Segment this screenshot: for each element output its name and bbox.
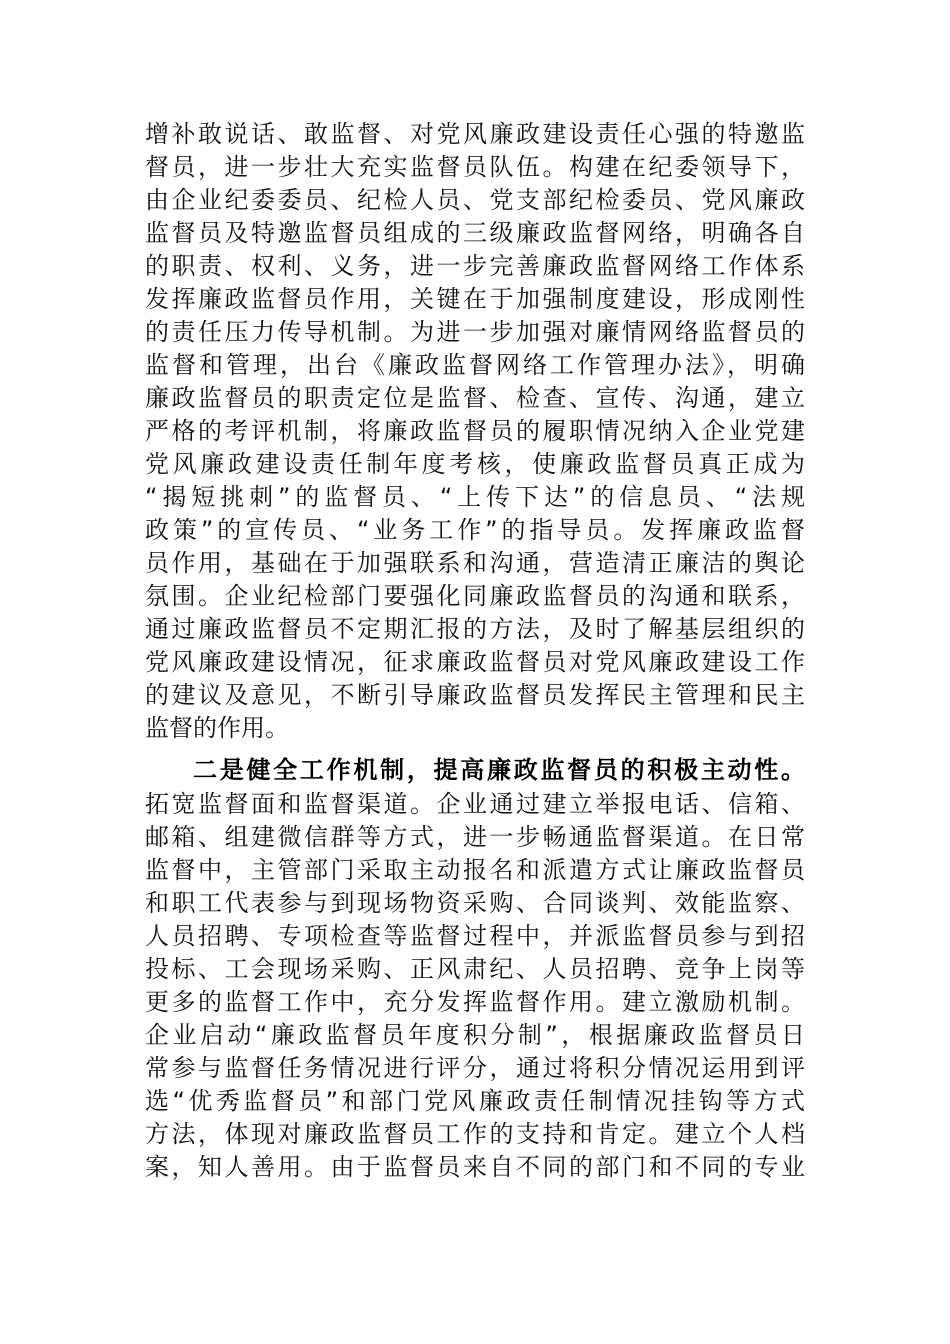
text-line: 投标、工会现场采购、正风肃纪、人员招聘、竞争上岗等 <box>145 955 805 983</box>
text-line: 更多的监督工作中，充分发挥监督作用。建立激励机制。 <box>145 988 805 1016</box>
text-line: 增补敢说话、敢监督、对党风廉政建设责任心强的特邀监 <box>145 120 805 148</box>
text-line: 监督中，主管部门采取主动报名和派遣方式让廉政监督员 <box>145 856 805 884</box>
text-line: 常参与监督任务情况进行评分，通过将积分情况运用到评 <box>145 1054 805 1082</box>
text-line: 通过廉政监督员不定期汇报的方法，及时了解基层组织的 <box>145 615 805 643</box>
text-line: 督员，进一步壮大充实监督员队伍。构建在纪委领导下， <box>145 153 805 181</box>
text-line: 方法，体现对廉政监督员工作的支持和肯定。建立个人档 <box>145 1120 805 1148</box>
text-line: 廉政监督员的职责定位是监督、检查、宣传、沟通，建立 <box>145 384 805 412</box>
text-line: 党风廉政建设情况，征求廉政监督员对党风廉政建设工作 <box>145 648 805 676</box>
text-line: 的责任压力传导机制。为进一步加强对廉情网络监督员的 <box>145 318 805 346</box>
text-line: 企业启动“廉政监督员年度积分制”，根据廉政监督员日 <box>145 1021 805 1049</box>
text-line: 党风廉政建设责任制年度考核，使廉政监督员真正成为 <box>145 450 805 478</box>
text-line: 氛围。企业纪检部门要强化同廉政监督员的沟通和联系， <box>145 582 805 610</box>
text-line: “揭短挑刺”的监督员、“上传下达”的信息员、“法规 <box>145 483 805 511</box>
section-heading: 二是健全工作机制，提高廉政监督员的积极主动性。 <box>193 756 805 784</box>
text-line: 监督的作用。 <box>145 714 289 742</box>
text-line: 监督和管理，出台《廉政监督网络工作管理办法》，明确 <box>145 351 805 379</box>
text-line: 拓宽监督面和监督渠道。企业通过建立举报电话、信箱、 <box>145 790 805 818</box>
text-line: 邮箱、组建微信群等方式，进一步畅通监督渠道。在日常 <box>145 823 805 851</box>
text-line: 严格的考评机制，将廉政监督员的履职情况纳入企业党建 <box>145 417 805 445</box>
text-line: 发挥廉政监督员作用，关键在于加强制度建设，形成刚性 <box>145 285 805 313</box>
text-line: 人员招聘、专项检查等监督过程中，并派监督员参与到招 <box>145 922 805 950</box>
text-line: 案，知人善用。由于监督员来自不同的部门和不同的专业 <box>145 1153 805 1181</box>
text-line: 选“优秀监督员”和部门党风廉政责任制情况挂钩等方式 <box>145 1087 805 1115</box>
text-line: 政策”的宣传员、“业务工作”的指导员。发挥廉政监督 <box>145 516 805 544</box>
text-line: 的建议及意见，不断引导廉政监督员发挥民主管理和民主 <box>145 681 805 709</box>
text-line: 的职责、权利、义务，进一步完善廉政监督网络工作体系 <box>145 252 805 280</box>
text-line: 和职工代表参与到现场物资采购、合同谈判、效能监察、 <box>145 889 805 917</box>
text-line: 员作用，基础在于加强联系和沟通，营造清正廉洁的舆论 <box>145 549 805 577</box>
text-line: 由企业纪委委员、纪检人员、党支部纪检委员、党风廉政 <box>145 186 805 214</box>
text-line: 监督员及特邀监督员组成的三级廉政监督网络，明确各自 <box>145 219 805 247</box>
